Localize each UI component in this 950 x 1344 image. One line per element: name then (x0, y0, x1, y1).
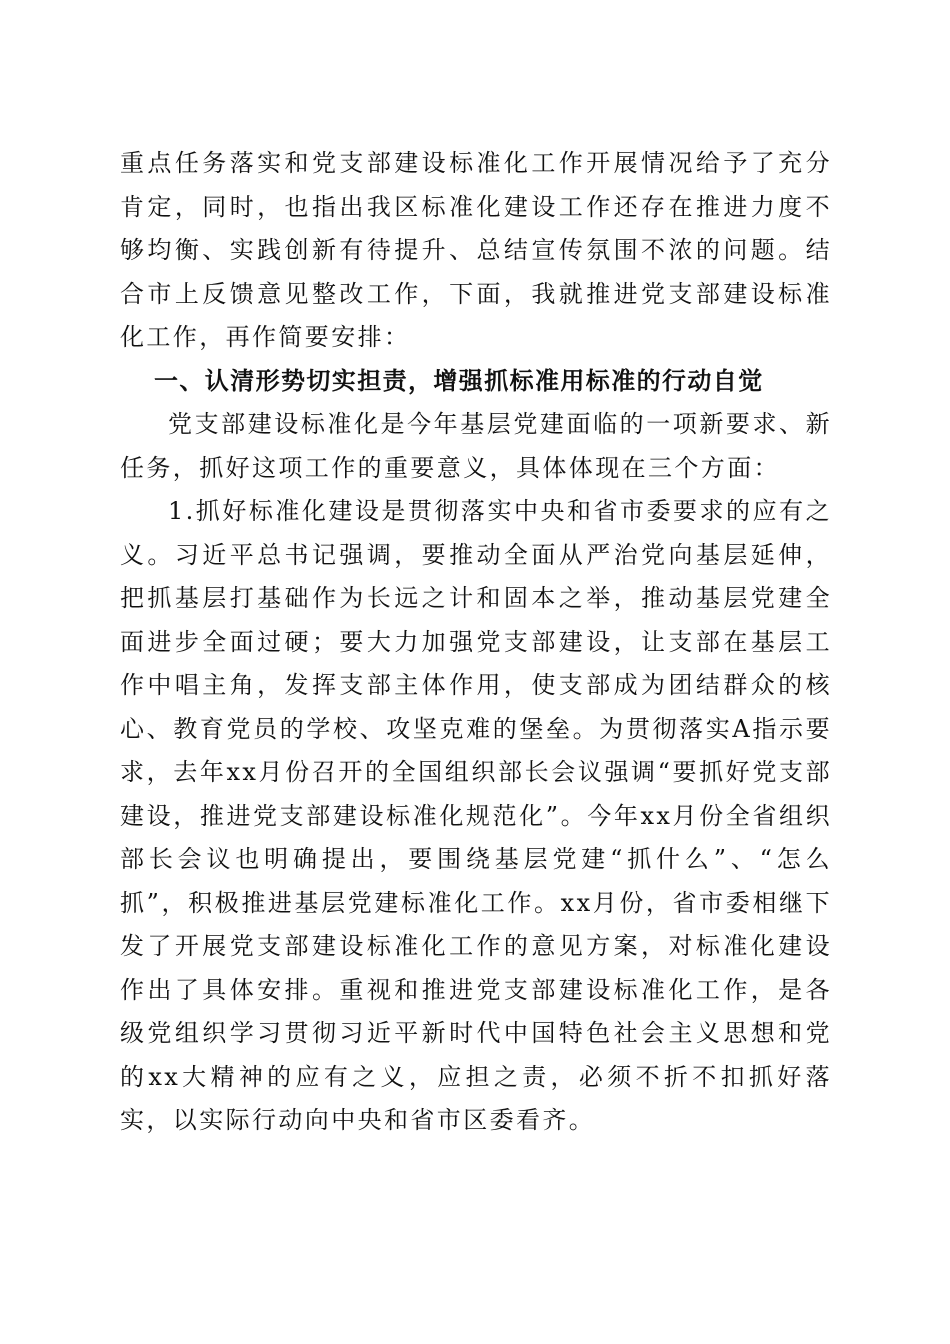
section-intro-paragraph: 党支部建设标准化是今年基层党建面临的一项新要求、新任务，抓好这项工作的重要意义，具体体现在三个方面： (120, 410, 832, 482)
continuation-paragraph: 重点任务落实和党支部建设标准化工作开展情况给予了充分肯定，同时，也指出我区标准化建设工作还存在推进力度不够均衡、实践创新有待提升、总结宣传氛围不浓的问题。结合市上反馈意见整改工作，下面，我就推进党支部建设标准化工作，再作简要安排： (120, 149, 832, 351)
section-heading: 一、认清形势切实担责，增强抓标准用标准的行动自觉 (154, 366, 764, 395)
document-body (120, 142, 832, 1143)
point-one-paragraph: 1.抓好标准化建设是贯彻落实中央和省市委要求的应有之义。习近平总书记强调，要推动全面从严治党向基层延伸，把抓基层打基础作为长远之计和固本之举，推动基层党建全面进步全面过硬；要大力加强党支部建设，让支部在基层工作中唱主角，发挥支部主体作用，使支部成为团结群众的核心、教育党员的学校、攻坚克难的堡垒。为贯彻落实A指示要求，去年xx月份召开的全国组织部长会议强调“要抓好党支部建设，推进党支部建设标准化规范化”。今年xx月份全省组织部长会议也明确提出，要围绕基层党建“抓什么”、“怎么抓”，积极推进基层党建标准化工作。xx月份，省市委相继下发了开展党支部建设标准化工作的意见方案，对标准化建设作出了具体安排。重视和推进党支部建设标准化工作，是各级党组织学习贯彻习近平新时代中国特色社会主义思想和党的xx大精神的应有之义，应担之责，必须不折不扣抓好落实，以实际行动向中央和省市区委看齐。 (120, 497, 832, 1134)
